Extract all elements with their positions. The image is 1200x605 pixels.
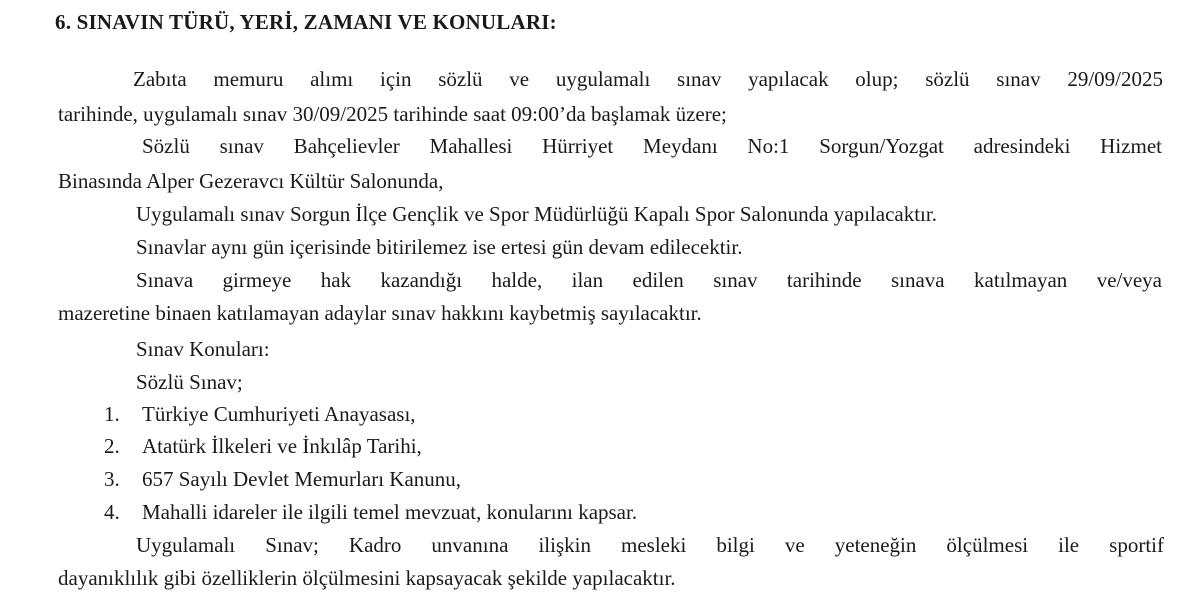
list-number: 1. xyxy=(104,402,120,426)
list-number: 4. xyxy=(104,500,120,524)
paragraph-line: tarihinde, uygulamalı sınav 30/09/2025 tarihinde saat 09:00’da başlamak üzere; xyxy=(58,102,727,126)
paragraph-line: Sözlü sınav Bahçelievler Mahallesi Hürriyet Meydanı No:1 Sorgun/Yozgat adresindeki Hizmet xyxy=(142,134,1162,158)
paragraph-line: Sınavlar aynı gün içerisinde bitirilemez ise ertesi gün devam edilecektir. xyxy=(136,235,743,259)
list-item: Mahalli idareler ile ilgili temel mevzuat, konularını kapsar. xyxy=(142,500,638,524)
paragraph-line: mazeretine binaen katılamayan adaylar sınav hakkını kaybetmiş sayılacaktır. xyxy=(58,301,702,325)
oral-exam-label: Sözlü Sınav; xyxy=(136,370,243,394)
section-heading: 6. SINAVIN TÜRÜ, YERİ, ZAMANI VE KONULARI: xyxy=(55,10,557,34)
paragraph-line: Zabıta memuru alımı için sözlü ve uygulamalı sınav yapılacak olup; sözlü sınav 29/09/2025 xyxy=(133,67,1163,91)
paragraph-line: Binasında Alper Gezeravcı Kültür Salonunda, xyxy=(58,169,444,193)
list-item: 657 Sayılı Devlet Memurları Kanunu, xyxy=(142,467,462,491)
paragraph-line: Uygulamalı Sınav; Kadro unvanına ilişkin mesleki bilgi ve yeteneğin ölçülmesi ile sportif xyxy=(136,533,1164,557)
subjects-label: Sınav Konuları: xyxy=(136,337,270,361)
list-number: 3. xyxy=(104,467,120,491)
list-item: Atatürk İlkeleri ve İnkılâp Tarihi, xyxy=(142,434,422,458)
paragraph-line: Sınava girmeye hak kazandığı halde, ilan edilen sınav tarihinde sınava katılmayan ve/veya xyxy=(136,268,1162,292)
paragraph-line: dayanıklılık gibi özelliklerin ölçülmesini kapsayacak şekilde yapılacaktır. xyxy=(58,566,676,590)
list-number: 2. xyxy=(104,434,120,458)
paragraph-line: Uygulamalı sınav Sorgun İlçe Gençlik ve Spor Müdürlüğü Kapalı Spor Salonunda yapılacaktır. xyxy=(136,202,937,226)
list-item: Türkiye Cumhuriyeti Anayasası, xyxy=(142,402,416,426)
